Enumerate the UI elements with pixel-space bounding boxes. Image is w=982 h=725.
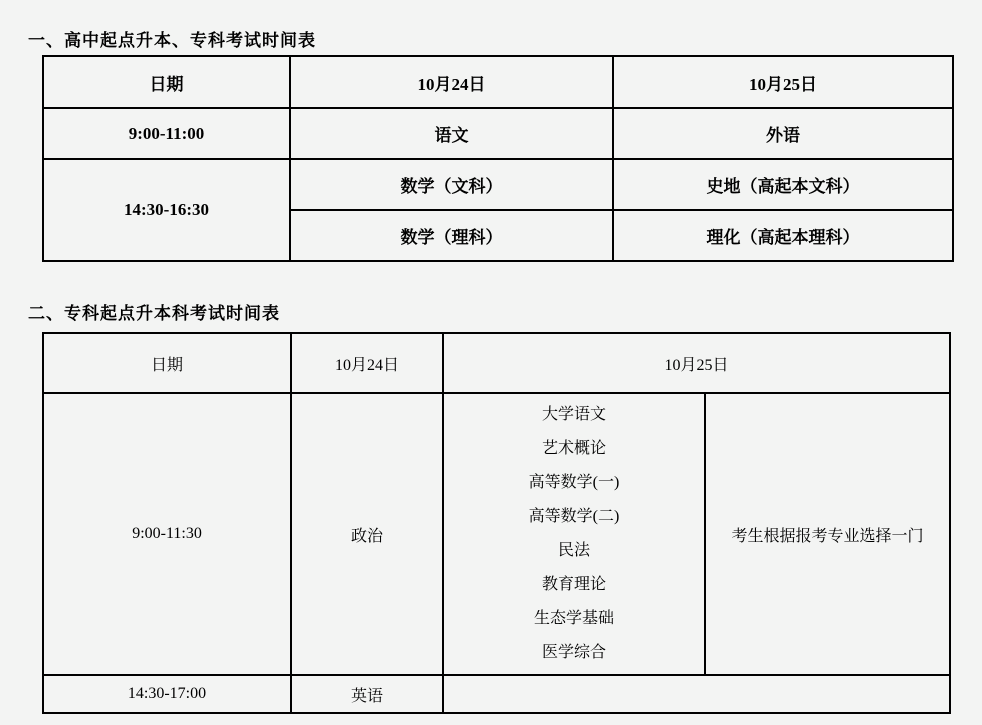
t2-header-oct25: 10月25日 — [443, 333, 950, 393]
t1-subject-math-science: 数学（理科） — [290, 210, 613, 261]
t1-header-oct25: 10月25日 — [613, 56, 953, 108]
t1-subject-foreign-language: 外语 — [613, 108, 953, 159]
highschool-start-exam-table — [42, 55, 954, 262]
table-row — [43, 159, 953, 210]
elective-subjects-list — [444, 394, 704, 674]
subject-ecology-basics: 生态学基础 — [533, 610, 614, 627]
section1-title: 一、高中起点升本、专科考试时间表 — [28, 31, 316, 50]
table-row — [43, 333, 950, 393]
subject-civil-law: 民法 — [557, 542, 590, 559]
subject-medicine-comprehensive: 医学综合 — [541, 644, 606, 661]
table-row — [43, 108, 953, 159]
t1-header-oct24: 10月24日 — [290, 56, 613, 108]
t1-time-afternoon: 14:30-16:30 — [43, 159, 290, 261]
table-row — [43, 675, 950, 713]
t2-subject-english: 英语 — [291, 675, 443, 713]
t1-subject-chinese: 语文 — [290, 108, 613, 159]
t1-header-date: 日期 — [43, 56, 290, 108]
t2-time-afternoon: 14:30-17:00 — [43, 675, 291, 713]
t2-elective-subjects-cell — [443, 393, 705, 675]
college-start-exam-table — [42, 332, 951, 714]
subject-art-theory: 艺术概论 — [541, 440, 606, 457]
t2-time-morning: 9:00-11:30 — [43, 393, 291, 675]
t2-header-date: 日期 — [43, 333, 291, 393]
subject-education-theory: 教育理论 — [541, 576, 606, 593]
subject-advanced-math-2: 高等数学(二) — [528, 508, 620, 525]
table-row — [43, 393, 950, 675]
t1-subject-history-geography: 史地（高起本文科） — [613, 159, 953, 210]
t2-empty-cell — [443, 675, 950, 713]
section2-title: 二、专科起点升本科考试时间表 — [28, 304, 280, 323]
table-row — [43, 56, 953, 108]
t2-header-oct24: 10月24日 — [291, 333, 443, 393]
t2-elective-note: 考生根据报考专业选择一门 — [705, 393, 950, 675]
t2-subject-politics: 政治 — [291, 393, 443, 675]
t1-subject-physics-chemistry: 理化（高起本理科） — [613, 210, 953, 261]
subject-advanced-math-1: 高等数学(一) — [528, 474, 620, 491]
t1-time-morning: 9:00-11:00 — [43, 108, 290, 159]
subject-college-chinese: 大学语文 — [541, 406, 606, 423]
t1-subject-math-arts: 数学（文科） — [290, 159, 613, 210]
